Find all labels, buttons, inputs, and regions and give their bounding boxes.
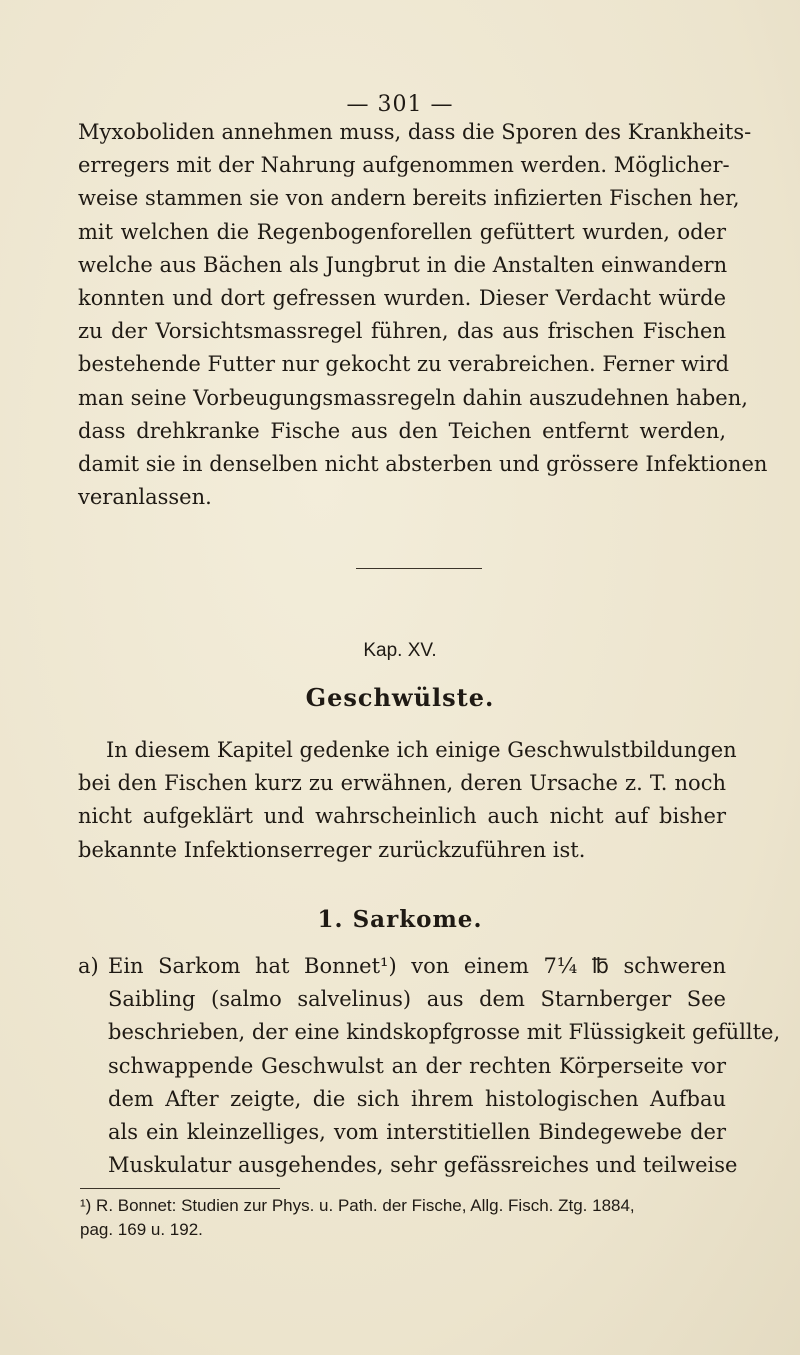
text-line: Myxoboliden annehmen muss, dass die Sporen des Krankheits- xyxy=(78,120,752,144)
footnote xyxy=(80,1194,728,1242)
text-line: Ein Sarkom hat Bonnet¹) von einem 7¼ ℔ schweren xyxy=(108,954,726,978)
text-line: Muskulatur ausgehendes, sehr gefässreiches und teilweise xyxy=(108,1153,738,1178)
paragraph-2 xyxy=(78,734,737,867)
footnote-line: pag. 169 u. 192. xyxy=(80,1220,203,1239)
text-line: veranlassen. xyxy=(78,485,212,510)
text-line: In diesem Kapitel gedenke ich einige Geschwulstbildungen xyxy=(106,738,737,762)
text-line: zu der Vorsichtsmassregel führen, das aus frischen Fischen xyxy=(78,319,726,344)
text-line: weise stammen sie von andern bereits infizierten Fischen her, xyxy=(78,186,740,211)
text-line: Saibling (salmo salvelinus) aus dem Starnberger See xyxy=(108,987,726,1012)
text-line: bekannte Infektionserreger zurückzuführen ist. xyxy=(78,837,586,862)
text-line: nicht aufgeklärt und wahrscheinlich auch nicht auf bisher xyxy=(78,804,726,829)
page-number: — 301 — xyxy=(346,92,454,117)
text-line: als ein kleinzelliges, vom interstitiellen Bindegewebe der xyxy=(108,1119,726,1144)
text-line: man seine Vorbeugungsmassregeln dahin auszudehnen haben, xyxy=(78,385,748,410)
item-a-label: a) xyxy=(78,954,99,978)
text-line: bestehende Futter nur gekocht zu verabreichen. Ferner wird xyxy=(78,352,730,377)
text-line: mit welchen die Regenbogenforellen gefüttert wurden, oder xyxy=(78,219,726,244)
section-divider xyxy=(356,568,482,569)
text-line: dass drehkranke Fische aus den Teichen entfernt werden, xyxy=(78,418,726,443)
footnote-rule xyxy=(80,1188,280,1189)
chapter-label: Kap. XV. xyxy=(363,640,437,661)
text-line: konnten und dort gefressen wurden. Dieser Verdacht würde xyxy=(78,285,726,310)
text-line: dem After zeigte, die sich ihrem histologischen Aufbau xyxy=(108,1086,726,1111)
text-line: welche aus Bächen als Jungbrut in die Anstalten einwandern xyxy=(78,252,728,277)
item-a-first-line xyxy=(78,950,726,983)
text-line: schwappende Geschwulst an der rechten Körperseite vor xyxy=(108,1053,726,1078)
section-title: 1. Sarkome. xyxy=(317,906,483,933)
chapter-title: Geschwülste. xyxy=(305,683,495,712)
footnote-line: ¹) R. Bonnet: Studien zur Phys. u. Path. der Fische, Allg. Fisch. Ztg. 1884, xyxy=(80,1196,635,1215)
text-line: erregers mit der Nahrung aufgenommen werden. Möglicher- xyxy=(78,153,730,178)
text-line: bei den Fischen kurz zu erwähnen, deren Ursache z. T. noch xyxy=(78,771,726,796)
paragraph-1 xyxy=(78,116,768,514)
item-a xyxy=(78,950,781,1182)
text-line: beschrieben, der eine kindskopfgrosse mit Flüssigkeit gefüllte, xyxy=(108,1020,781,1045)
text-line: damit sie in denselben nicht absterben und grössere Infektionen xyxy=(78,451,768,476)
